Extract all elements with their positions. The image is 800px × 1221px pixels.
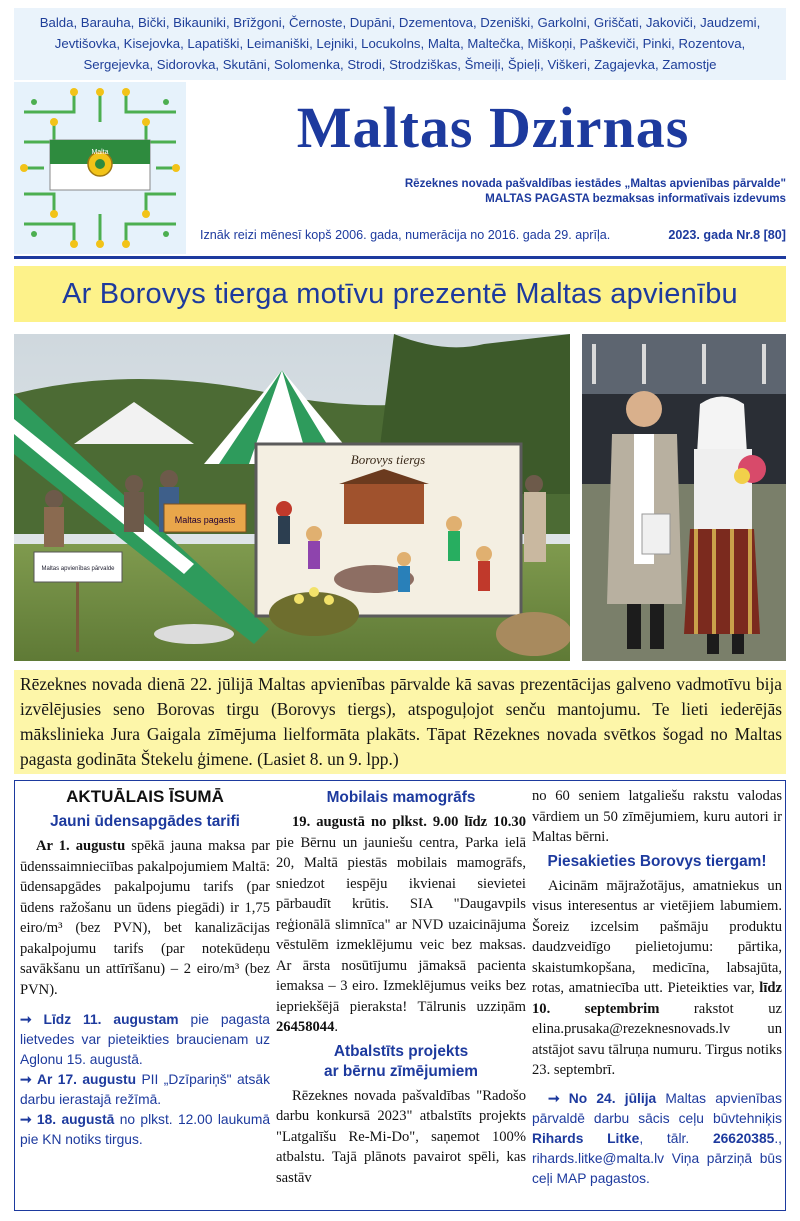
notice-road-technician: ➞ No 24. jūlija Maltas apvienības pārvaldē darbu sācis ceļu būvtehniķis Rihards Litke, tālr. 26620385., rihards.litke@malta.lv Viņa pārziņā būs ceļi MAP pagastos. [532, 1090, 782, 1186]
publisher-line-2: MALTAS PAGASTA bezmaksas informatīvais izdevums [485, 192, 786, 205]
newspaper-title: Maltas Dzirnas [296, 95, 690, 160]
project-heading: Atbalstīts projekts ar bērnu zīmējumiem [324, 1042, 478, 1080]
column-news-brief [20, 786, 270, 1150]
column-borovys-market [532, 786, 782, 1189]
logo-text: Malta [91, 149, 109, 156]
arrow-icon: ➞ [20, 1072, 32, 1087]
water-tariff-heading: Jauni ūdensapgādes tarifi [50, 813, 240, 830]
poster-title: Borovys tiergs [350, 452, 426, 467]
maltas-pagasts-sign: Maltas pagasts [174, 515, 236, 525]
issue-number: 2023. gada Nr.8 [80] [668, 228, 786, 242]
mammography-phone: 26458044 [276, 1019, 335, 1035]
photo-caption: Rēzeknes novada dienā 22. jūlijā Maltas apvienības pārvalde kā savas prezentācijas galveno vadmotīvu bija izvēlējusies seno Borovas tirgu (Borovys tiergs), atspoguļojot senču mantojumu. Te lieti iederējās mākslinieka Jura Gaigala zīmējuma lielformāta plakāts. Tāpat Rēzeknes novada svētkos šogad no Maltas pagasta godināta Štekelu ģimene. (Lasiet 8. un 9. lpp.) [14, 670, 786, 774]
project-text-continued: no 60 seniem latgaliešu rakstu valodas vārdiem un 50 zīmējumiem, kuru autori ir Maltas bērni. [532, 788, 782, 845]
section-kicker: AKTUĀLAIS ĪSUMĀ [66, 787, 224, 806]
publisher-info [200, 176, 786, 206]
project-text: Rēzeknes novada pašvaldības "Radošo darbu konkursā 2023" atbalstīts projekts "Latgalīšu Re-Mi-Do", saņemot 100% atbalstu. Tajā plānots pavairot spēli, kas sastāv [276, 1087, 526, 1186]
publication-frequency: Iznāk reizi mēnesī kopš 2006. gada, numerācija no 2016. gada 29. aprīļa. [200, 228, 611, 242]
mammography-heading: Mobilais mamogrāfs [326, 789, 476, 806]
arrow-icon: ➞ [20, 1012, 32, 1027]
stekelu-family-photo [582, 334, 786, 661]
publisher-line-1: Rēzeknes novada pašvaldības iestādes „Maltas apvienības pārvalde" [404, 177, 786, 190]
notice-kindergarten: ➞ Ar 17. augustu PII „Dzīpariņš" atsāk darbu ierastajā režīmā. [20, 1072, 270, 1107]
issue-info [200, 226, 786, 244]
village-list: Balda, Barauha, Bički, Bikauniki, Brīžgoni, Černoste, Dupāni, Dzementova, Dzeniški, Garkolni, Griščati, Jakoviči, Jaudzemi, Jevtišovka, Kisejovka, Lapatiški, Leimaniški, Lejniki, Locukolns, Malta, Maltečka, Miškoņi, Paškeviči, Pinki, Rozentova, Sergejevka, Sidorovka, Skutāni, Solomenka, Strodi, Strodziškas, Šmeiļi, Špieļi, Viškeri, Zagajevka, Zamostje [14, 8, 786, 80]
pārvalde-sign: Maltas apvienības pārvalde [41, 566, 115, 572]
column-mammography [276, 786, 526, 1188]
masthead-divider [14, 256, 786, 259]
circuit-emblem-icon [14, 82, 186, 254]
market-signup-text: Aicinām mājražotājus, amatniekus un visus interesentus ar vietējiem labumiem. Šoreiz izcelsim pašmāju produktu daudzveidīgo pielietojumu: pārtika, skaistumkopšana, medicīna, labsajūta, rotas, amatniecība utt. Pieteikties var, līdz 10. septembrim rakstot uz elina.prusaka@rezeknesnovads.lv un atstājot savu tālruņa numuru. Tirgus notiks 23. septembrī. [532, 877, 782, 1078]
market-stand-photo [14, 334, 570, 661]
notice-aglona: ➞ Līdz 11. augustam pie pagasta lietvedes var pieteikties braucienam uz Aglonu 15. augustā. [20, 1012, 270, 1067]
arrow-icon: ➞ [548, 1090, 560, 1106]
market-signup-heading: Piesakieties Borovys tiergam! [547, 852, 767, 870]
coat-of-arms-logo [14, 82, 186, 254]
notice-market: ➞ 18. augustā no plkst. 12.00 laukumā pie KN notiks tirgus. [20, 1112, 270, 1147]
water-tariff-text: Ar 1. augustu spēkā jauna maksa par ūdenssaimnieciības pakalpojumiem Maltā: ūdensapgādes pakalpojumu tarifs (par ūdens ražošanu un ūdens piegādi) ir 1,75 eiro/m³ (bez PVN), bet kanalizācijas pakalpojumu tarifs (par notekūdeņu savākšanu un attīrīšanu) – 2 eiro/m³ (bez PVN). [20, 838, 270, 998]
mammography-text: 19. augustā no plkst. 9.00 līdz 10.30 pie Bērnu un jauniešu centra, Parka ielā 20, Maltā piestās mobilais mamogrāfs, sniedzot iespēju ikvienai sievietei pārbaudīt krūtis. SIA "Daugavpils reģionālā slimnīca" ar NVD uzaicinājuma vēstulēm izmeklējumu veic bez maksas. Ar ārsta nosūtījumu jāmaksā pacienta iemaksa – 3 eiro. Izmeklējumus veiks bez iepriekšējā pieraksta! Tālrunis uzziņām 26458044. [276, 814, 526, 1035]
main-headline: Ar Borovys tierga motīvu prezentē Maltas apvienību [14, 266, 786, 322]
arrow-icon: ➞ [20, 1112, 32, 1127]
